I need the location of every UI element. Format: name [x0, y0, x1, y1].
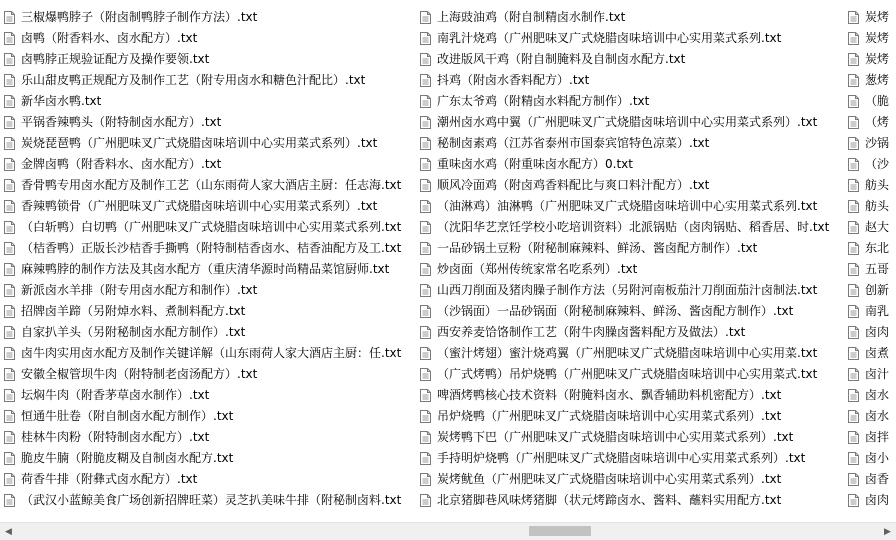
file-name: 东北 — [865, 241, 890, 255]
file-name: 广东太爷鸡（附精卤水料配方制作）.txt — [437, 94, 650, 108]
file-name: （蜜汁烤翅）蜜汁烧鸡翼（广州肥味叉广式烧腊卤味培训中心实用菜.txt — [437, 346, 818, 360]
text-file-icon — [848, 179, 859, 192]
text-file-icon — [848, 116, 859, 129]
text-file-icon — [4, 116, 15, 129]
text-file-icon — [848, 74, 859, 87]
text-file-icon — [848, 263, 859, 276]
text-file-icon — [4, 347, 15, 360]
file-item[interactable] — [848, 175, 896, 196]
text-file-icon — [848, 95, 859, 108]
text-file-icon — [420, 53, 431, 66]
file-name: 卤牛肉实用卤水配方及制作关键详解（山东雨荷人家大酒店主厨：任.txt — [21, 346, 402, 360]
file-item[interactable] — [4, 364, 414, 385]
file-item[interactable] — [4, 280, 414, 301]
file-item[interactable] — [420, 490, 830, 511]
file-name: 炒卤面（郑州传统家常名吃系列）.txt — [437, 262, 638, 276]
file-name: 啤酒烤鸭核心技术资料（附腌料卤水、飘香辅助料机密配方）.txt — [437, 388, 782, 402]
text-file-icon — [4, 473, 15, 486]
file-name: 卤鸭脖正规验证配方及操作要领.txt — [21, 52, 210, 66]
file-item[interactable] — [4, 238, 414, 259]
text-file-icon — [420, 326, 431, 339]
file-item[interactable] — [420, 301, 830, 322]
file-item[interactable] — [4, 427, 414, 448]
file-name: 坛焖牛肉（附香茅草卤水制作）.txt — [21, 388, 210, 402]
file-item[interactable] — [848, 7, 896, 28]
text-file-icon — [4, 305, 15, 318]
file-item[interactable] — [420, 343, 830, 364]
file-name: 改进版风干鸡（附自制腌料及自制卤水配方.txt — [437, 52, 686, 66]
file-name: 炭烤 — [865, 10, 890, 24]
file-item[interactable] — [4, 490, 414, 511]
file-item[interactable] — [420, 448, 830, 469]
scroll-right-arrow-icon[interactable]: ▶ — [884, 526, 891, 537]
file-column-1 — [4, 7, 414, 511]
file-name: （烤 — [865, 115, 890, 129]
file-item[interactable] — [420, 28, 830, 49]
text-file-icon — [4, 32, 15, 45]
text-file-icon — [4, 284, 15, 297]
horizontal-scrollbar[interactable] — [0, 522, 896, 540]
file-item[interactable] — [848, 112, 896, 133]
file-item[interactable] — [848, 280, 896, 301]
file-item[interactable] — [848, 91, 896, 112]
file-item[interactable] — [4, 7, 414, 28]
text-file-icon — [848, 221, 859, 234]
file-name: 炭烤鸭下巴（广州肥味叉广式烧腊卤味培训中心实用菜式系列）.txt — [437, 430, 794, 444]
file-item[interactable] — [848, 364, 896, 385]
file-item[interactable] — [420, 259, 830, 280]
file-item[interactable] — [848, 385, 896, 406]
file-name: 秘制卤素鸡（江苏省泰州市国泰宾馆特色凉菜）.txt — [437, 136, 710, 150]
file-item[interactable] — [848, 154, 896, 175]
text-file-icon — [4, 74, 15, 87]
text-file-icon — [420, 347, 431, 360]
text-file-icon — [848, 32, 859, 45]
file-item[interactable] — [848, 490, 896, 511]
file-item[interactable] — [848, 469, 896, 490]
file-item[interactable] — [4, 196, 414, 217]
file-name: （沈阳华艺烹饪学校小吃培训资料）北派锅贴（卤肉锅贴、稻香居、时.txt — [437, 220, 830, 234]
file-name: 五哥 — [865, 262, 890, 276]
file-name: 西安养麦饸饹制作工艺（附牛肉臊卤酱料配方及做法）.txt — [437, 325, 746, 339]
file-name: 炭烤鱿鱼（广州肥味叉广式烧腊卤味培训中心实用菜式系列）.txt — [437, 472, 782, 486]
text-file-icon — [4, 494, 15, 507]
file-name: （脆 — [865, 94, 890, 108]
file-name: 卤小 — [865, 451, 890, 465]
file-name: 三椒爆鸭脖子（附卤制鸭脖子制作方法）.txt — [21, 10, 258, 24]
file-name: （沙锅面）一品砂锅面（附秘制麻辣料、鲜汤、酱卤配方制作）.txt — [437, 304, 794, 318]
file-name: 招牌卤羊蹄（另附焯水料、煮制料配方.txt — [21, 304, 246, 318]
file-item[interactable] — [420, 385, 830, 406]
file-name: 卤水 — [865, 388, 890, 402]
scrollbar-thumb[interactable] — [529, 526, 591, 536]
text-file-icon — [848, 431, 859, 444]
file-name: 舫头 — [865, 178, 890, 192]
file-item[interactable] — [420, 154, 830, 175]
text-file-icon — [4, 389, 15, 402]
text-file-icon — [4, 221, 15, 234]
file-name: 手持明炉烧鸭（广州肥味叉广式烧腊卤味培训中心实用菜式系列）.txt — [437, 451, 806, 465]
file-name: 创新 — [865, 283, 890, 297]
text-file-icon — [848, 53, 859, 66]
file-name: 香辣鸭锁骨（广州肥味叉广式烧腊卤味培训中心实用菜式系列）.txt — [21, 199, 378, 213]
file-item[interactable] — [4, 385, 414, 406]
file-item[interactable] — [4, 49, 414, 70]
file-item[interactable] — [848, 343, 896, 364]
file-item[interactable] — [4, 175, 414, 196]
text-file-icon — [4, 410, 15, 423]
file-name: 平锅香辣鸭头（附特制卤水配方）.txt — [21, 115, 222, 129]
file-item[interactable] — [4, 28, 414, 49]
text-file-icon — [420, 284, 431, 297]
text-file-icon — [4, 179, 15, 192]
file-item[interactable] — [848, 49, 896, 70]
file-item[interactable] — [4, 70, 414, 91]
file-item[interactable] — [420, 91, 830, 112]
file-item[interactable] — [420, 217, 830, 238]
file-item[interactable] — [848, 238, 896, 259]
file-item[interactable] — [4, 112, 414, 133]
file-item[interactable] — [420, 49, 830, 70]
file-item[interactable] — [848, 448, 896, 469]
file-name: （油淋鸡）油淋鸭（广州肥味叉广式烧腊卤味培训中心实用菜式系列.txt — [437, 199, 818, 213]
text-file-icon — [420, 137, 431, 150]
file-item[interactable] — [848, 322, 896, 343]
file-name: 卤拌 — [865, 430, 890, 444]
file-name: 重味卤水鸡（附重味卤水配方）0.txt — [437, 157, 633, 171]
text-file-icon — [420, 494, 431, 507]
file-name: 潮州卤水鸡中翼（广州肥味叉广式烧腊卤味培训中心实用菜式系列）.txt — [437, 115, 818, 129]
text-file-icon — [420, 368, 431, 381]
file-item[interactable] — [848, 133, 896, 154]
text-file-icon — [4, 452, 15, 465]
file-name: 沙锅 — [865, 136, 890, 150]
file-name: 乐山甜皮鸭正规配方及制作工艺（附专用卤水和糖色汁配比）.txt — [21, 73, 366, 87]
text-file-icon — [4, 158, 15, 171]
text-file-icon — [4, 326, 15, 339]
file-name: 金牌卤鸭（附香料水、卤水配方）.txt — [21, 157, 222, 171]
file-item[interactable] — [420, 7, 830, 28]
file-name: （广式烤鸭）吊炉烧鸭（广州肥味叉广式烧腊卤味培训中心实用菜式.txt — [437, 367, 818, 381]
file-name: 卤水 — [865, 409, 890, 423]
text-file-icon — [420, 389, 431, 402]
file-name: （武汉小蓝鲸美食广场创新招牌旺菜）灵芝扒美味牛排（附秘制卤料.txt — [21, 493, 402, 507]
file-item[interactable] — [420, 175, 830, 196]
text-file-icon — [848, 11, 859, 24]
text-file-icon — [4, 263, 15, 276]
file-item[interactable] — [420, 196, 830, 217]
file-name: 炭烤 — [865, 31, 890, 45]
file-name: （白斩鸭）白切鸭（广州肥味叉广式烧腊卤味培训中心实用菜式系列.txt — [21, 220, 402, 234]
text-file-icon — [4, 368, 15, 381]
file-item[interactable] — [848, 70, 896, 91]
file-name: 南乳 — [865, 304, 890, 318]
file-item[interactable] — [420, 406, 830, 427]
file-name: 卤汁 — [865, 367, 890, 381]
file-item[interactable] — [4, 343, 414, 364]
text-file-icon — [4, 11, 15, 24]
file-name: （沙 — [865, 157, 890, 171]
text-file-icon — [420, 305, 431, 318]
file-item[interactable] — [420, 280, 830, 301]
file-name: 南乳汁烧鸡（广州肥味叉广式烧腊卤味培训中心实用菜式系列.txt — [437, 31, 782, 45]
text-file-icon — [848, 137, 859, 150]
file-item[interactable] — [848, 427, 896, 448]
text-file-icon — [848, 389, 859, 402]
file-item[interactable] — [848, 196, 896, 217]
text-file-icon — [848, 284, 859, 297]
file-item[interactable] — [420, 70, 830, 91]
file-item[interactable] — [4, 259, 414, 280]
file-name: 山西刀削面及猪肉臊子制作方法（另附河南板茄汁刀削面茄汁卤制法.txt — [437, 283, 818, 297]
file-item[interactable] — [4, 217, 414, 238]
file-name: 吊炉烧鸭（广州肥味叉广式烧腊卤味培训中心实用菜式系列）.txt — [437, 409, 782, 423]
file-column-2 — [420, 7, 830, 511]
text-file-icon — [420, 242, 431, 255]
text-file-icon — [420, 32, 431, 45]
text-file-icon — [848, 368, 859, 381]
text-file-icon — [420, 179, 431, 192]
file-item[interactable] — [848, 301, 896, 322]
file-name: 卤肉 — [865, 493, 890, 507]
file-name: 桂林牛肉粉（附特制卤水配方）.txt — [21, 430, 210, 444]
file-item[interactable] — [420, 238, 830, 259]
text-file-icon — [4, 137, 15, 150]
file-name: 新派卤水羊排（附专用卤水配方和制作）.txt — [21, 283, 258, 297]
file-name: 自家扒羊头（另附秘制卤水配方制作）.txt — [21, 325, 246, 339]
file-item[interactable] — [848, 28, 896, 49]
scroll-left-arrow-icon[interactable]: ◀ — [5, 526, 12, 537]
file-name: 一品砂锅土豆粉（附秘制麻辣料、鲜汤、酱卤配方制作）.txt — [437, 241, 758, 255]
file-name: 北京猪脚巷风味烤猪脚（状元烤蹄卤水、酱料、蘸料实用配方.txt — [437, 493, 782, 507]
text-file-icon — [848, 494, 859, 507]
file-name: 卤香 — [865, 472, 890, 486]
file-name: 炭烧琵琶鸭（广州肥味叉广式烧腊卤味培训中心实用菜式系列）.txt — [21, 136, 378, 150]
file-name: 脆皮牛腩（附脆皮糊及自制卤水配方.txt — [21, 451, 234, 465]
file-item[interactable] — [420, 427, 830, 448]
file-item[interactable] — [4, 406, 414, 427]
text-file-icon — [848, 452, 859, 465]
file-name: 上海豉油鸡（附自制精卤水制作.txt — [437, 10, 626, 24]
file-name: 舫头 — [865, 199, 890, 213]
text-file-icon — [848, 158, 859, 171]
file-item[interactable] — [848, 259, 896, 280]
text-file-icon — [848, 305, 859, 318]
file-item[interactable] — [848, 217, 896, 238]
file-name: 赵大 — [865, 220, 890, 234]
text-file-icon — [420, 431, 431, 444]
file-item[interactable] — [420, 364, 830, 385]
text-file-icon — [4, 431, 15, 444]
file-name: 荷香牛排（附彝式卤水配方）.txt — [21, 472, 198, 486]
text-file-icon — [420, 116, 431, 129]
file-item[interactable] — [4, 133, 414, 154]
text-file-icon — [420, 473, 431, 486]
file-item[interactable] — [4, 448, 414, 469]
file-name: （桔香鸭）正版长沙桔香手撕鸭（附特制桔香卤水、桔香油配方及工.txt — [21, 241, 402, 255]
file-name: 香骨鸭专用卤水配方及制作工艺（山东雨荷人家大酒店主厨：任志海.txt — [21, 178, 402, 192]
text-file-icon — [420, 11, 431, 24]
text-file-icon — [848, 410, 859, 423]
text-file-icon — [848, 473, 859, 486]
text-file-icon — [420, 263, 431, 276]
file-name: 炭烤 — [865, 52, 890, 66]
file-item[interactable] — [4, 91, 414, 112]
file-item[interactable] — [420, 322, 830, 343]
file-name: 卤肉 — [865, 325, 890, 339]
file-item[interactable] — [420, 469, 830, 490]
file-name: 葱烤 — [865, 73, 890, 87]
text-file-icon — [4, 242, 15, 255]
file-name: 顺风冷面鸡（附卤鸡香料配比与爽口料汁配方）.txt — [437, 178, 710, 192]
text-file-icon — [420, 221, 431, 234]
text-file-icon — [4, 200, 15, 213]
text-file-icon — [4, 53, 15, 66]
file-item[interactable] — [4, 154, 414, 175]
text-file-icon — [420, 95, 431, 108]
file-item[interactable] — [4, 301, 414, 322]
file-item[interactable] — [420, 112, 830, 133]
file-item[interactable] — [420, 133, 830, 154]
file-name: 抖鸡（附卤水香料配方）.txt — [437, 73, 590, 87]
file-name: 恒通牛肚卷（附自制卤水配方制作）.txt — [21, 409, 234, 423]
file-item[interactable] — [848, 406, 896, 427]
file-column-3 — [848, 7, 896, 511]
file-name: 卤鸭（附香料水、卤水配方）.txt — [21, 31, 198, 45]
text-file-icon — [848, 326, 859, 339]
file-name: 卤煮 — [865, 346, 890, 360]
file-item[interactable] — [4, 469, 414, 490]
text-file-icon — [420, 158, 431, 171]
file-item[interactable] — [4, 322, 414, 343]
text-file-icon — [420, 452, 431, 465]
text-file-icon — [420, 74, 431, 87]
text-file-icon — [848, 242, 859, 255]
text-file-icon — [848, 347, 859, 360]
text-file-icon — [420, 410, 431, 423]
file-name: 新华卤水鸭.txt — [21, 94, 102, 108]
text-file-icon — [420, 200, 431, 213]
text-file-icon — [848, 200, 859, 213]
file-name: 麻辣鸭脖的制作方法及其卤水配方（重庆清华源时尚精品菜馆厨师.txt — [21, 262, 390, 276]
text-file-icon — [4, 95, 15, 108]
file-name: 安徽全椒管坝牛肉（附特制老卤汤配方）.txt — [21, 367, 258, 381]
